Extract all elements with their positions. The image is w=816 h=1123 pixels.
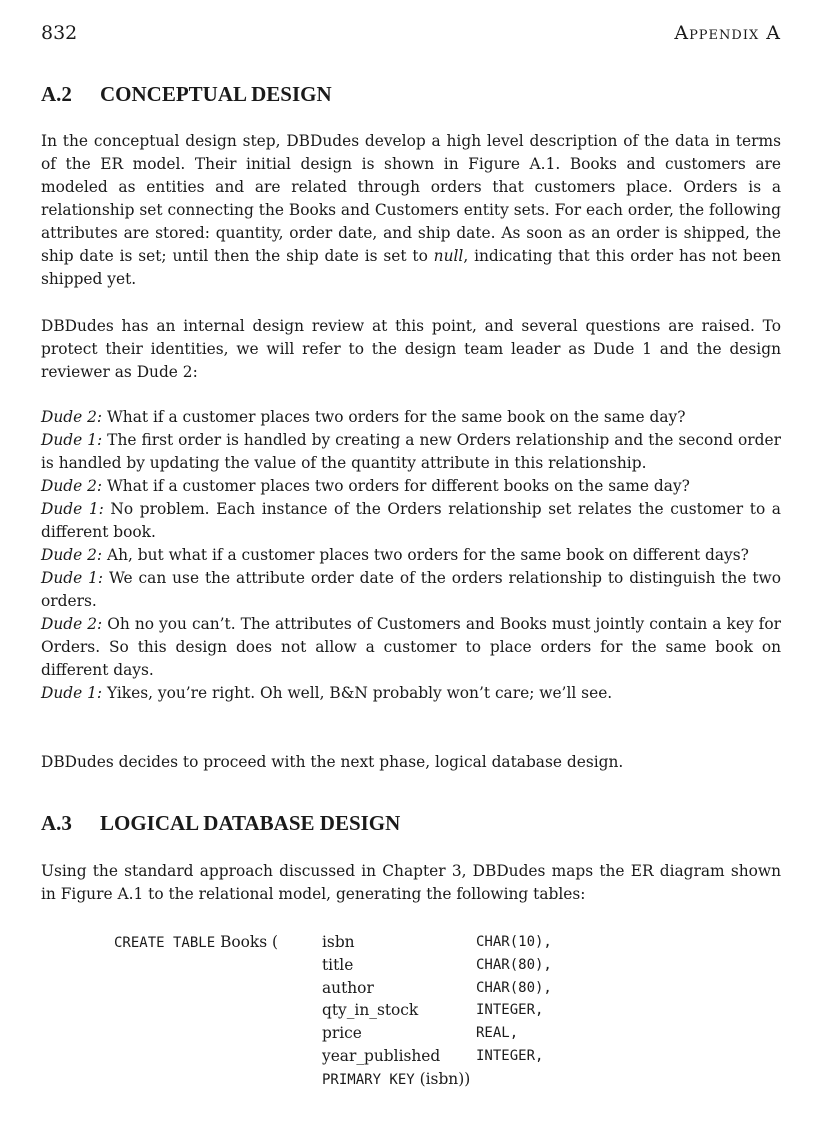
dialogue-line [41, 475, 781, 498]
primary-key-keyword: PRIMARY KEY [322, 1071, 415, 1088]
dialogue-text: What if a customer places two orders for different books on the same day? [102, 477, 690, 495]
page-number: 832 [41, 22, 78, 44]
speaker: Dude 1: [41, 431, 103, 449]
column-type: CHAR(80), [476, 979, 552, 996]
column-type: INTEGER, [476, 1047, 544, 1064]
column-name: isbn [322, 933, 355, 951]
paragraph-text: , indicating that this order has not been shipped yet. [41, 247, 782, 288]
dialogue-line [41, 613, 781, 682]
column-name: title [322, 955, 354, 974]
dialogue-text: What if a customer places two orders for the same book on the same day? [102, 408, 686, 426]
running-title: Appendix A [674, 22, 781, 44]
paragraph-conceptual-design [41, 130, 781, 291]
running-head [41, 22, 781, 48]
dialogue-line [41, 567, 781, 613]
dialogue-text: Yikes, you’re right. Oh well, B&N probably won’t care; we’ll see. [102, 684, 613, 702]
speaker: Dude 2: [41, 546, 103, 564]
table-name: Books ( [220, 933, 279, 951]
speaker: Dude 1: [41, 569, 104, 587]
dialogue-text: Ah, but what if a customer places two orders for the same book on different days? [102, 546, 749, 564]
column-type: CHAR(80), [476, 956, 552, 973]
column-name: qty_in_stock [322, 1001, 419, 1020]
section-number: A.3 [41, 811, 72, 835]
column-name: author [322, 978, 374, 997]
null-term: null [433, 247, 464, 265]
primary-key-value: (isbn)) [419, 1069, 471, 1088]
paragraph-text: In the conceptual design step, DBDudes develop a high level description of the data in terms of the ER model. Their initial design is shown in Figure A.1. Books and customers are modeled as entities and are related through orders that customers place. Orders is a relationship set connecting the Books and Customers entity sets. For each order, the following attributes are stored: quantity, order date, and ship date. As soon as an order is shipped, the ship date is set; until then the ship date is set to [41, 132, 781, 265]
primary-key-clause [322, 1068, 470, 1092]
dialogue-text: No problem. Each instance of the Orders relationship set relates the customer to a different book. [41, 500, 781, 541]
dialogue-line [41, 406, 781, 429]
speaker: Dude 2: [41, 615, 103, 633]
dialogue-line [41, 498, 781, 544]
section-heading-a2 [41, 82, 332, 107]
section-title: LOGICAL DATABASE DESIGN [100, 811, 401, 835]
column-name: year_published [322, 1046, 441, 1065]
paragraph-design-review: DBDudes has an internal design review at this point, and several questions are raised. To protect their identities, we will refer to the design team leader as Dude 1 and the design reviewer as Dude 2: [41, 317, 781, 381]
section-number: A.2 [41, 82, 72, 106]
speaker: Dude 2: [41, 408, 103, 426]
speaker: Dude 2: [41, 477, 103, 495]
paragraph-logical-design: Using the standard approach discussed in Chapter 3, DBDudes maps the ER diagram shown in Figure A.1 to the relational model, generating the following tables: [41, 862, 781, 903]
dialogue-line [41, 682, 781, 705]
dialogue-text: We can use the attribute order date of the orders relationship to distinguish the two orders. [41, 569, 781, 610]
dialogue [41, 406, 781, 705]
create-table-statement [114, 931, 278, 955]
section-heading-a3 [41, 811, 400, 836]
paragraph-proceed: DBDudes decides to proceed with the next phase, logical database design. [41, 753, 624, 771]
dialogue-text: Oh no you can’t. The attributes of Customers and Books must jointly contain a key for Orders. So this design does not allow a customer to place orders for the same book on different days. [41, 615, 781, 679]
create-table-keyword: CREATE TABLE [114, 935, 216, 951]
dialogue-line [41, 429, 781, 475]
column-type: CHAR(10), [476, 934, 552, 950]
column-name: price [322, 1024, 362, 1043]
speaker: Dude 1: [41, 684, 103, 702]
speaker: Dude 1: [41, 500, 104, 518]
section-title: CONCEPTUAL DESIGN [100, 82, 332, 106]
column-type: REAL, [476, 1025, 519, 1042]
column-type: INTEGER, [476, 1002, 544, 1019]
dialogue-text: The first order is handled by creating a new Orders relationship and the second order is handled by updating the value of the quantity attribute in this relationship. [41, 431, 781, 472]
dialogue-line [41, 544, 781, 567]
